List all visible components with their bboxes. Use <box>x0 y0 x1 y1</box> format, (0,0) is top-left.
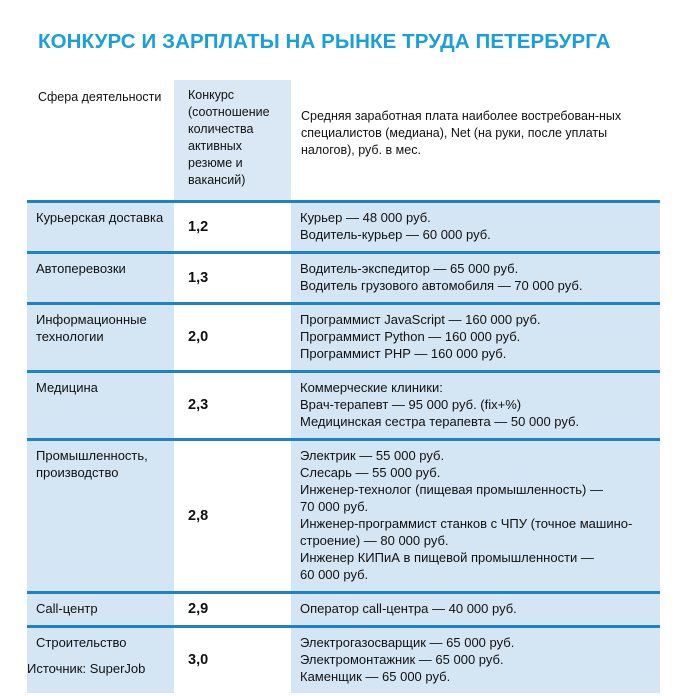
job-line: Программист JavaScript — 160 000 руб. <box>300 312 541 327</box>
job-line: Слесарь — 55 000 руб. <box>300 465 441 480</box>
job-line: Водитель грузового автомобиля — 70 000 руб. <box>300 278 583 293</box>
jobs-cell <box>291 625 660 693</box>
source-note: Источник: SuperJob <box>27 661 146 676</box>
job-line: Медицинская сестра терапевта — 50 000 руб. <box>300 414 580 429</box>
job-line: Программист PHP — 160 000 руб. <box>300 346 507 361</box>
page-title: КОНКУРС И ЗАРПЛАТЫ НА РЫНКЕ ТРУДА ПЕТЕРБУРГА <box>38 30 611 53</box>
sector-cell: Call-центр <box>27 591 174 625</box>
sector-cell: Курьерская доставка <box>27 200 174 251</box>
jobs-cell <box>291 200 660 251</box>
job-line: Программист Python — 160 000 руб. <box>300 329 521 344</box>
job-line: Оператор call-центра — 40 000 руб. <box>300 601 517 616</box>
salary-table <box>27 80 660 693</box>
job-line: Инженер КИПиА в пищевой промышленности — <box>300 550 594 565</box>
sector-cell: Медицина <box>27 370 174 438</box>
job-line: Врач-терапевт — 95 000 руб. (fix+%) <box>300 397 522 412</box>
score-cell: 2,3 <box>174 370 291 438</box>
job-line: Электрик — 55 000 руб. <box>300 448 445 463</box>
header-salary: Средняя заработная плата наиболее востребован-ных специалистов (медиана), Net (на руки, после уплаты налогов), руб. в мес. <box>291 80 660 200</box>
score-cell: 3,0 <box>174 625 291 693</box>
jobs-cell <box>291 302 660 370</box>
job-line: Коммерческие клиники: <box>300 380 443 395</box>
sector-cell: Строительство <box>27 625 174 693</box>
jobs-cell <box>291 370 660 438</box>
job-line: 60 000 руб. <box>300 567 369 582</box>
jobs-cell <box>291 438 660 591</box>
sector-cell: Автоперевозки <box>27 251 174 302</box>
jobs-cell <box>291 251 660 302</box>
job-line: Инженер-технолог (пищевая промышленность) — <box>300 482 603 497</box>
job-line: Инженер-программист станков с ЧПУ (точное машино- <box>300 516 633 531</box>
job-line: Электромонтажник — 65 000 руб. <box>300 652 504 667</box>
job-line: Водитель-экспедитор — 65 000 руб. <box>300 261 519 276</box>
sector-cell: Информационные технологии <box>27 302 174 370</box>
jobs-cell <box>291 591 660 625</box>
job-line: Каменщик — 65 000 руб. <box>300 669 451 684</box>
score-cell: 1,2 <box>174 200 291 251</box>
score-cell: 2,9 <box>174 591 291 625</box>
score-cell: 2,8 <box>174 438 291 591</box>
score-cell: 1,3 <box>174 251 291 302</box>
score-cell: 2,0 <box>174 302 291 370</box>
job-line: строение) — 80 000 руб. <box>300 533 449 548</box>
job-line: Водитель-курьер — 60 000 руб. <box>300 227 491 242</box>
header-competition: Конкурс (соотношение количества активных резюме и вакансий) <box>174 80 291 200</box>
header-sector: Сфера деятельности <box>27 80 174 200</box>
sector-cell: Промышленность, производство <box>27 438 174 591</box>
job-line: Электрогазосварщик — 65 000 руб. <box>300 635 515 650</box>
job-line: Курьер — 48 000 руб. <box>300 210 431 225</box>
job-line: 70 000 руб. <box>300 499 369 514</box>
